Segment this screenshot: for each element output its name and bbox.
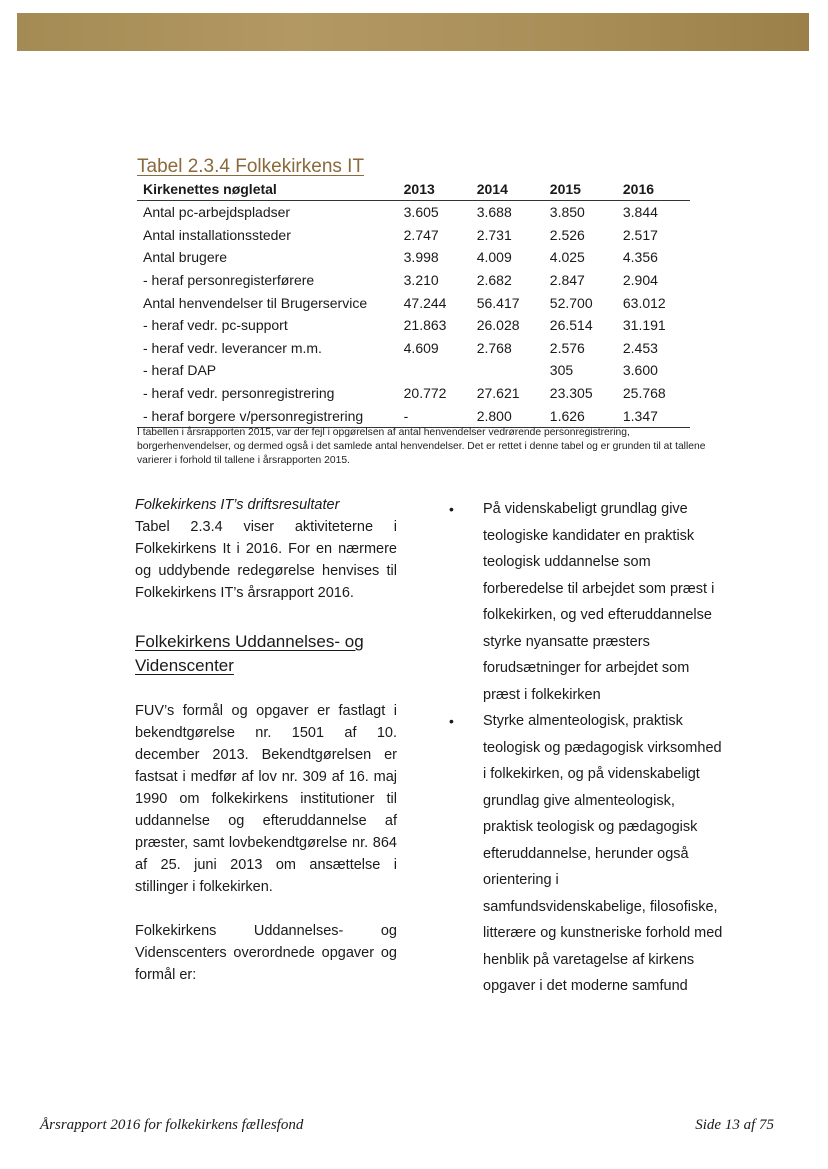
row-label-cell: Antal henvendelser til Brugerservice: [143, 294, 368, 311]
value-cell: 3.844: [622, 204, 658, 221]
value-cell: 3.600: [622, 362, 658, 379]
value-cell: 27.621: [476, 385, 520, 402]
bullet-item: [446, 708, 724, 1000]
row-label-cell: - heraf borgere v/personregistrering: [137, 404, 398, 427]
row-label-cell: - heraf personregisterførere: [143, 272, 315, 289]
value-cell: -: [398, 404, 471, 427]
column-header: 2013: [398, 178, 471, 201]
row-label-cell: - heraf vedr. personregistrering: [143, 385, 335, 402]
table-row: [137, 314, 690, 337]
row-label-cell: - heraf vedr. leverancer m.m.: [143, 339, 322, 356]
fuv-heading-line-1: Folkekirkens Uddannelses- og: [135, 632, 364, 651]
value-cell: 56.417: [476, 294, 520, 311]
value-cell: 20.772: [403, 385, 447, 402]
table-footnote: I tabellen i årsrapporten 2015, var der fejl i opgørelsen af antal henvendelser vedrørende personregistrering, borgerhenvendelser, og dermed også i det samlede antal henvendelser. Det er rettet i denne tabel og er grunden til at tallene varierer i forhold til tallene i årsrapporten 2015.: [137, 427, 706, 466]
row-label-cell: - heraf vedr. pc-support: [143, 317, 288, 334]
row-label-cell: Antal brugere: [143, 249, 228, 266]
it-results-paragraph: Tabel 2.3.4 viser aktiviteterne i Folkekirkens It i 2016. For en nærmere og uddybende redegørelse henvises til Folkekirkens IT’s årsrapport 2016.: [135, 519, 397, 601]
value-cell: 21.863: [403, 317, 447, 334]
table-row: [137, 291, 690, 314]
column-header: 2014: [471, 178, 544, 201]
table-row: [137, 382, 690, 405]
value-cell: 52.700: [549, 294, 593, 311]
bullet-text: På videnskabeligt grundlag give teologiske kandidater en praktisk teologisk uddannelse som forberedelse til arbejdet som præst i folkekirken, og ved efteruddannelse styrke nyansatte præsters forudsætninger for arbejdet som præst i folkekirken: [483, 501, 715, 703]
row-label-cell: - heraf DAP: [143, 362, 217, 379]
fuv-purpose-paragraph: FUV’s formål og opgaver er fastlagt i bekendtgørelse nr. 1501 af 10. december 2013. Bekendtgørelsen er fastsat i medfør af lov nr. 309 af 16. maj 1990 om folkekirkens institutioner til uddannelse og efteruddannelse af præster, samt lovbekendtgørelse nr. 864 af 25. juni 2013 om ansættelse i stillinger i folkekirken.: [135, 703, 397, 895]
value-cell: 3.850: [549, 204, 585, 221]
value-cell: 2.800: [471, 404, 544, 427]
value-cell: 3.998: [403, 249, 439, 266]
value-cell: 25.768: [622, 385, 666, 402]
value-cell: 47.244: [403, 294, 447, 311]
value-cell: 2.517: [622, 226, 658, 243]
table-row: [137, 246, 690, 269]
bullet-item: [446, 496, 724, 708]
value-cell: 305: [549, 362, 574, 379]
value-cell: 2.747: [403, 226, 439, 243]
value-cell: 4.356: [622, 249, 658, 266]
value-cell: 2.768: [476, 339, 512, 356]
footer-report-title: Årsrapport 2016 for folkekirkens fællesfond: [40, 1117, 304, 1133]
bullet-dot-icon: •: [449, 501, 454, 517]
value-cell: 2.576: [549, 339, 585, 356]
fuv-section-heading: [135, 630, 397, 678]
column-header: Kirkenettes nøgletal: [137, 178, 398, 201]
column-header: 2016: [617, 178, 690, 201]
footer-page-number: Side 13 af 75: [695, 1117, 774, 1133]
row-label-cell: Antal pc-arbejdspladser: [143, 204, 291, 221]
table-title: Tabel 2.3.4 Folkekirkens IT: [137, 156, 365, 177]
value-cell: 1.626: [544, 404, 617, 427]
value-cell: 2.847: [549, 272, 585, 289]
fuv-tasks-intro-paragraph: Folkekirkens Uddannelses- og Videnscenters overordnede opgaver og formål er:: [135, 923, 397, 983]
value-cell: 4.009: [476, 249, 512, 266]
table-row: [137, 337, 690, 360]
left-column: [135, 494, 397, 986]
value-cell: 1.347: [617, 404, 690, 427]
value-cell: 4.609: [403, 339, 439, 356]
value-cell: 3.605: [403, 204, 439, 221]
fuv-heading-line-2: Videnscenter: [135, 656, 234, 675]
value-cell: 2.453: [622, 339, 658, 356]
table-row: [137, 269, 690, 292]
value-cell: 23.305: [549, 385, 593, 402]
table-row: [137, 224, 690, 247]
row-label-cell: Antal installationssteder: [143, 226, 291, 243]
value-cell: 2.682: [476, 272, 512, 289]
table-header-row: [137, 178, 690, 201]
value-cell: 2.526: [549, 226, 585, 243]
value-cell: [471, 359, 544, 382]
it-results-subheading: Folkekirkens IT’s driftsresultater: [135, 497, 340, 513]
table-row: [137, 404, 690, 427]
value-cell: [398, 359, 471, 382]
bullet-text: Styrke almenteologisk, praktisk teologisk og pædagogisk virksomhed i folkekirken, og på videnskabeligt grundlag give almenteologisk, praktisk teologisk og pædagogisk efteruddannelse, herunder også orientering i samfundsvidenskabelige, filosofiske, litterære og kunstneriske forhold med henblik på varetagelse af kirkens opgaver i det moderne samfund: [483, 713, 723, 994]
value-cell: 31.191: [622, 317, 666, 334]
value-cell: 3.210: [403, 272, 439, 289]
value-cell: 4.025: [549, 249, 585, 266]
header-decorative-band: [17, 13, 809, 51]
right-column: [446, 496, 724, 1000]
column-header: 2015: [544, 178, 617, 201]
table-row: [137, 359, 690, 382]
value-cell: 63.012: [622, 294, 666, 311]
value-cell: 3.688: [476, 204, 512, 221]
bullet-dot-icon: •: [449, 713, 454, 729]
value-cell: 26.514: [549, 317, 593, 334]
value-cell: 2.731: [476, 226, 512, 243]
value-cell: 2.904: [622, 272, 658, 289]
table-row: [137, 201, 690, 224]
value-cell: 26.028: [476, 317, 520, 334]
it-key-figures-table: [137, 178, 690, 428]
